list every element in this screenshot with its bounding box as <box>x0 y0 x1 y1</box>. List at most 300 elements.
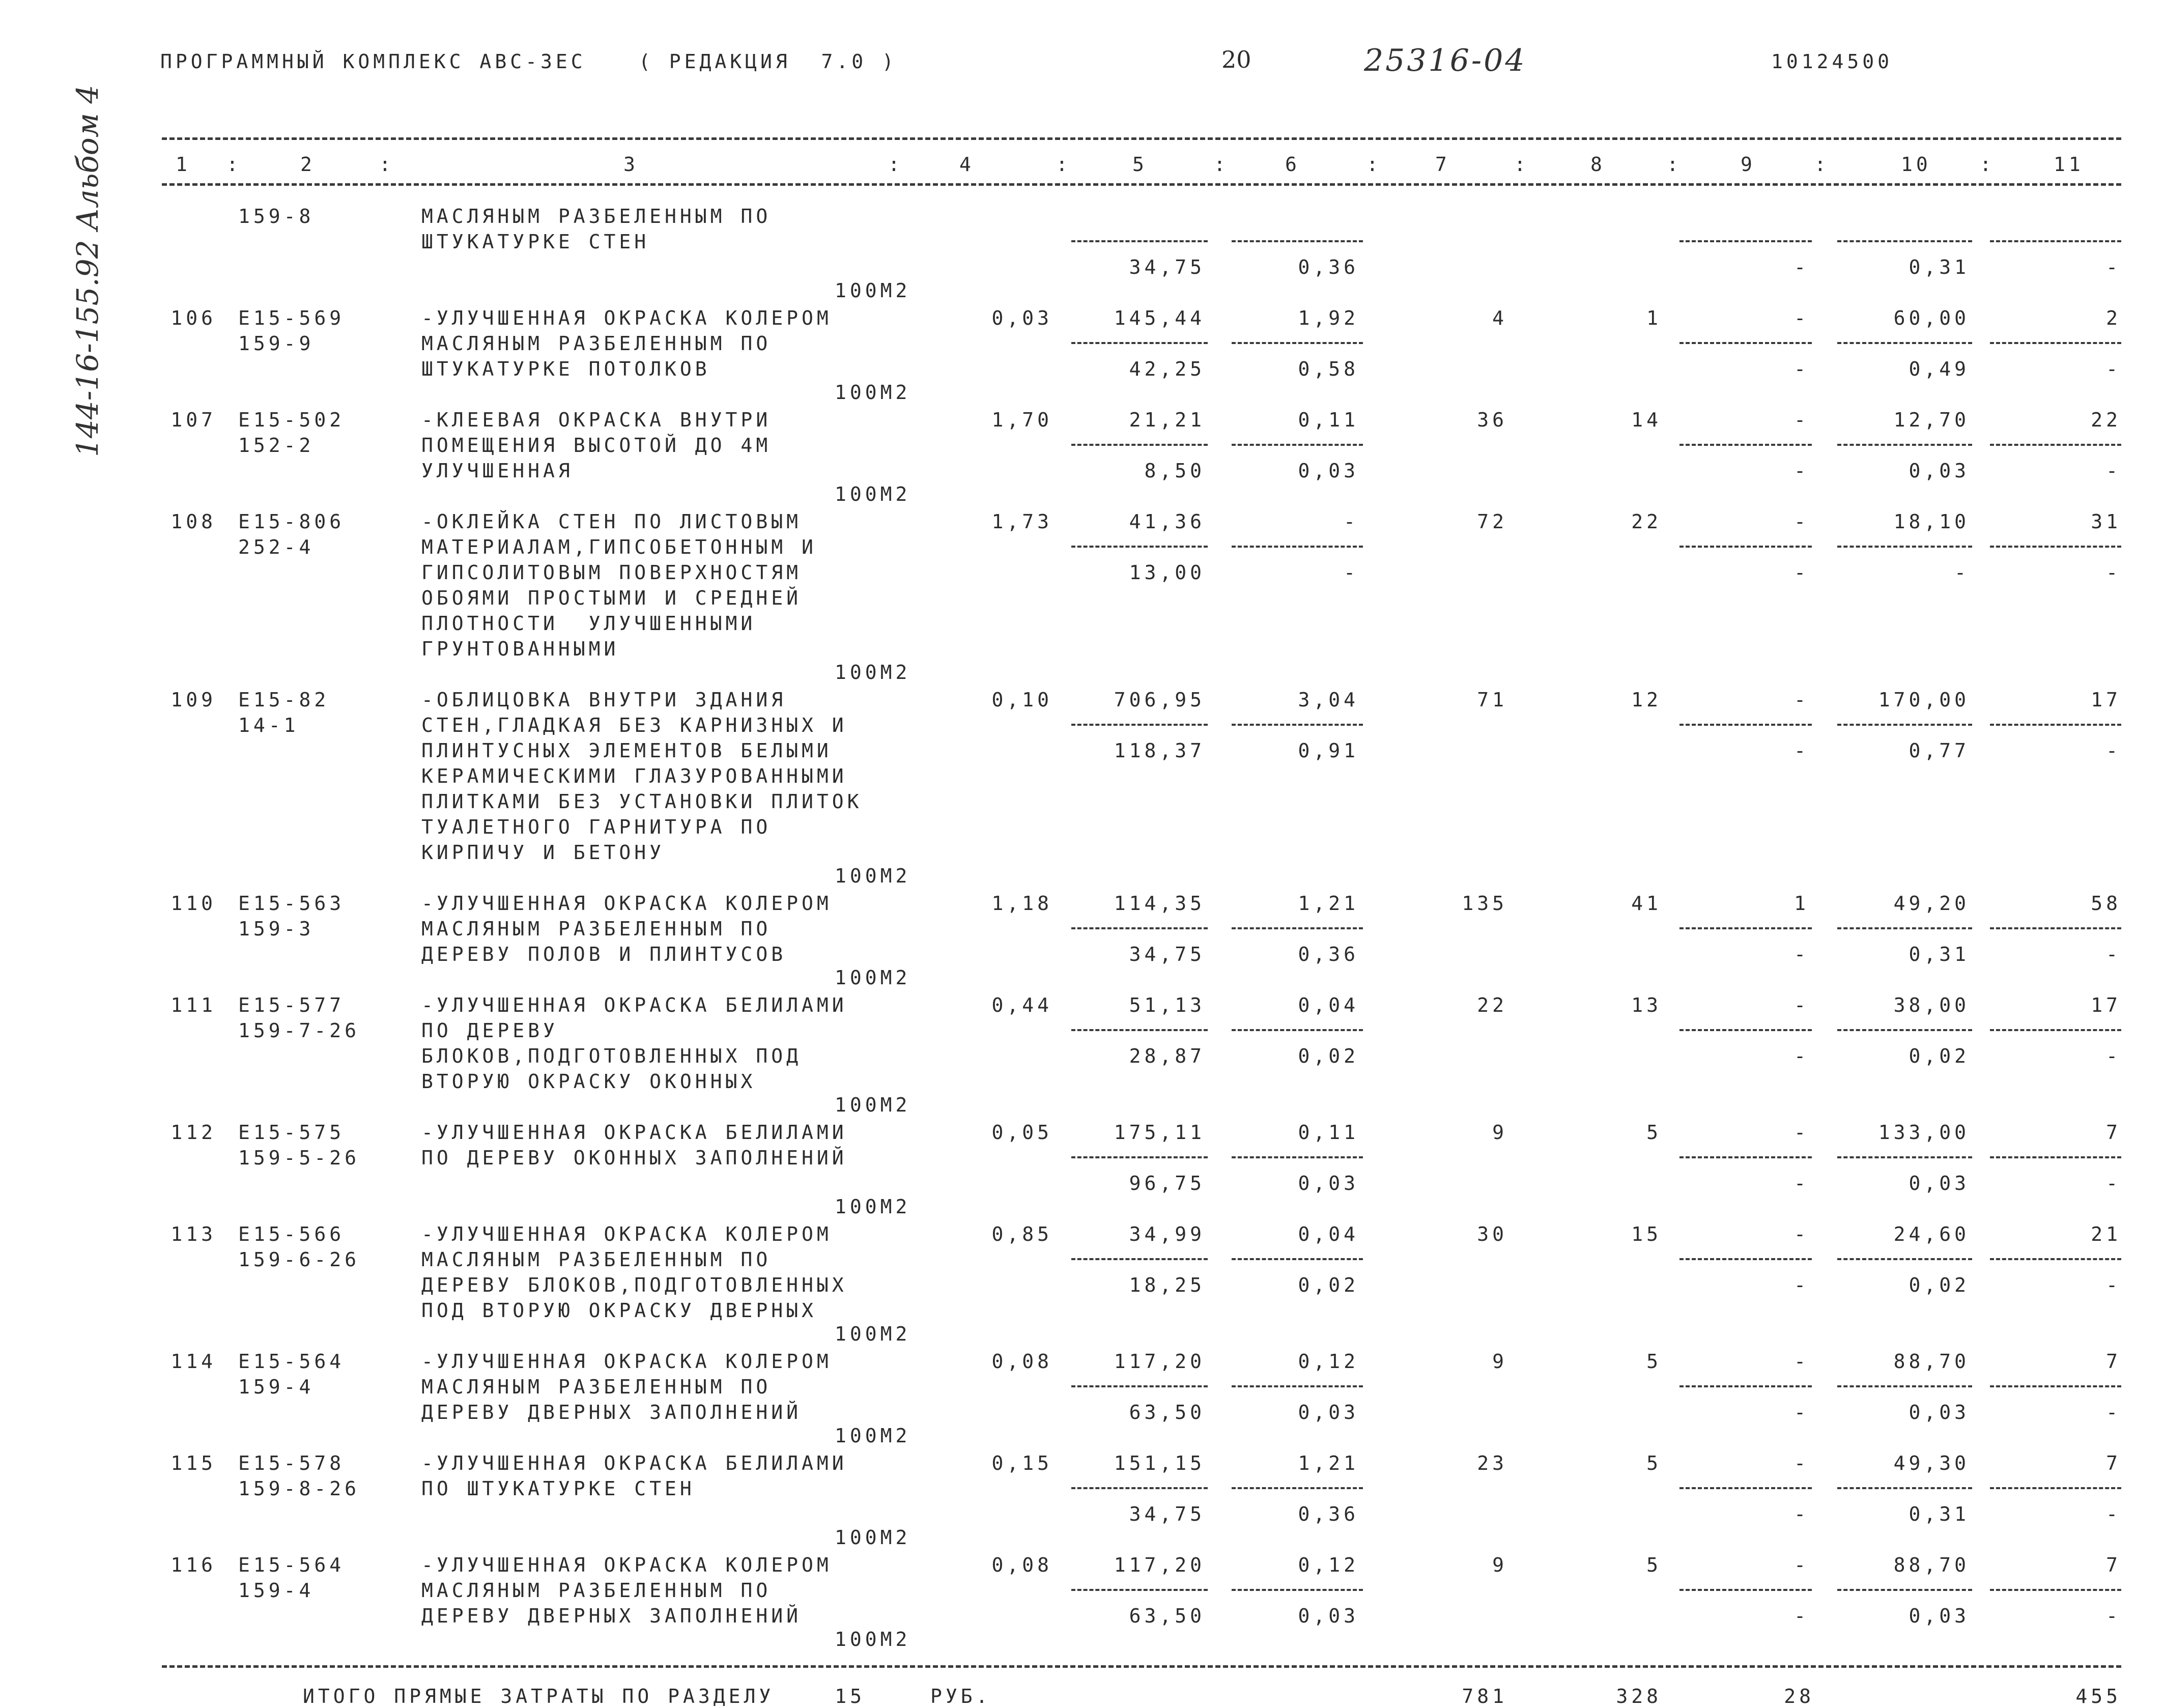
row-number: 108 <box>170 510 216 533</box>
work-description: СТЕН,ГЛАДКАЯ БЕЗ КАРНИЗНЫХ И <box>421 714 847 736</box>
program-title: ПРОГРАММНЫЙ КОМПЛЕКС АВС-ЗЕС <box>160 50 586 73</box>
unit-of-measure: 100М2 <box>835 279 911 302</box>
value-c8: 41 <box>1631 892 1662 915</box>
value-c11-sub: - <box>2106 1401 2121 1424</box>
value-c8: 12 <box>1631 689 1662 711</box>
column-separator: : <box>379 153 394 176</box>
value-c7: 72 <box>1477 510 1507 533</box>
column-separator: : <box>226 153 242 176</box>
work-description: МАСЛЯНЫМ РАЗБЕЛЕННЫМ ПО <box>421 205 772 227</box>
value-c9: - <box>1794 1554 1809 1576</box>
column-separator: : <box>1366 153 1382 176</box>
value-c9: - <box>1794 510 1809 533</box>
value-divider <box>1232 1029 1363 1031</box>
column-separator: : <box>1514 153 1529 176</box>
value-c11-sub: - <box>2106 561 2121 584</box>
column-number-7: 7 <box>1435 153 1450 176</box>
norm-code: 159-4 <box>238 1376 315 1398</box>
work-description: -УЛУЧШЕННАЯ ОКРАСКА БЕЛИЛАМИ <box>421 1121 847 1144</box>
value-c9: - <box>1794 409 1809 431</box>
value-divider <box>1232 342 1363 344</box>
work-description: ВТОРУЮ ОКРАСКУ ОКОННЫХ <box>421 1070 756 1093</box>
value-divider <box>1071 927 1208 929</box>
work-description: МАСЛЯНЫМ РАЗБЕЛЕННЫМ ПО <box>421 1579 772 1602</box>
value-c11: 17 <box>2091 994 2121 1016</box>
value-c6-sub: 0,02 <box>1298 1045 1359 1067</box>
work-description: ГРУНТОВАННЫМИ <box>421 638 619 660</box>
value-c6-sub: 0,36 <box>1298 1503 1359 1525</box>
value-divider <box>1071 546 1208 548</box>
unit-of-measure: 100М2 <box>835 1425 911 1447</box>
column-number-5: 5 <box>1132 153 1148 176</box>
value-divider <box>1837 444 1972 446</box>
value-c6: 0,11 <box>1298 409 1359 431</box>
work-description: -ОКЛЕЙКА СТЕН ПО ЛИСТОВЫМ <box>421 510 802 533</box>
work-description: МАТЕРИАЛАМ,ГИПСОБЕТОННЫМ И <box>421 536 817 558</box>
work-description: МАСЛЯНЫМ РАЗБЕЛЕННЫМ ПО <box>421 1376 772 1398</box>
value-c5: 706,95 <box>1114 689 1205 711</box>
value-c9-sub: - <box>1794 358 1809 380</box>
value-c9: - <box>1794 1121 1809 1144</box>
value-c5-sub: 63,50 <box>1129 1605 1205 1627</box>
unit-of-measure: 100М2 <box>835 661 911 684</box>
value-c6-sub: 0,36 <box>1298 256 1359 278</box>
value-divider <box>1232 927 1363 929</box>
value-c9: - <box>1794 994 1809 1016</box>
total-c8: 328 <box>1616 1685 1662 1707</box>
value-c10-sub: - <box>1954 561 1970 584</box>
value-c11-sub: - <box>2106 943 2121 965</box>
value-c8: 13 <box>1631 994 1662 1016</box>
value-divider <box>1990 724 2121 726</box>
work-description: ГИПСОЛИТОВЫМ ПОВЕРХНОСТЯМ <box>421 561 802 584</box>
quantity: 0,15 <box>991 1452 1052 1474</box>
document-number: 10124500 <box>1771 50 1893 73</box>
value-c8: 5 <box>1646 1554 1662 1576</box>
work-description: -УЛУЧШЕННАЯ ОКРАСКА КОЛЕРОМ <box>421 1350 832 1373</box>
norm-code: 159-4 <box>238 1579 315 1602</box>
work-description: -ОБЛИЦОВКА ВНУТРИ ЗДАНИЯ <box>421 689 787 711</box>
unit-of-measure: 100М2 <box>835 1323 911 1345</box>
work-description: -УЛУЧШЕННАЯ ОКРАСКА КОЛЕРОМ <box>421 1223 832 1245</box>
value-c5: 114,35 <box>1114 892 1205 915</box>
value-c11: 22 <box>2091 409 2121 431</box>
value-divider <box>1679 1156 1812 1158</box>
value-divider <box>1990 546 2121 548</box>
value-c6: 3,04 <box>1298 689 1359 711</box>
value-c6: 0,04 <box>1298 1223 1359 1245</box>
work-description: ДЕРЕВУ ПОЛОВ И ПЛИНТУСОВ <box>421 943 787 965</box>
value-c11: 2 <box>2106 307 2121 329</box>
value-divider <box>1679 342 1812 344</box>
quantity: 1,70 <box>991 409 1052 431</box>
value-divider <box>1232 444 1363 446</box>
total-c9: 28 <box>1784 1685 1814 1707</box>
value-c9-sub: - <box>1794 1605 1809 1627</box>
value-c5-sub: 28,87 <box>1129 1045 1205 1067</box>
quantity: 1,18 <box>991 892 1052 915</box>
work-description: ДЕРЕВУ ДВЕРНЫХ ЗАПОЛНЕНИЙ <box>421 1401 802 1424</box>
quantity: 0,10 <box>991 689 1052 711</box>
norm-code: Е15-569 <box>238 307 345 329</box>
value-c5: 51,13 <box>1129 994 1205 1016</box>
value-c10: 170,00 <box>1878 689 1970 711</box>
work-description: ПОД ВТОРУЮ ОКРАСКУ ДВЕРНЫХ <box>421 1299 817 1322</box>
value-c10-sub: 0,31 <box>1909 943 1970 965</box>
value-c10: 12,70 <box>1893 409 1970 431</box>
unit-of-measure: 100М2 <box>835 865 911 887</box>
row-number: 113 <box>170 1223 216 1245</box>
work-description: ШТУКАТУРКЕ СТЕН <box>421 231 650 253</box>
quantity: 0,85 <box>991 1223 1052 1245</box>
value-c11-sub: - <box>2106 1172 2121 1194</box>
row-number: 107 <box>170 409 216 431</box>
value-c9-sub: - <box>1794 739 1809 762</box>
unit-of-measure: 100М2 <box>835 1195 911 1218</box>
row-number: 116 <box>170 1554 216 1576</box>
value-c5-sub: 13,00 <box>1129 561 1205 584</box>
work-description: ПЛИТКАМИ БЕЗ УСТАНОВКИ ПЛИТОК <box>421 790 863 813</box>
value-c10-sub: 0,31 <box>1909 256 1970 278</box>
work-description: -КЛЕЕВАЯ ОКРАСКА ВНУТРИ <box>421 409 772 431</box>
unit-of-measure: 100М2 <box>835 1628 911 1650</box>
value-c7: 4 <box>1492 307 1507 329</box>
value-c6: 1,21 <box>1298 892 1359 915</box>
value-c6-sub: 0,58 <box>1298 358 1359 380</box>
value-divider <box>1232 1589 1363 1591</box>
value-c8: 5 <box>1646 1452 1662 1474</box>
work-description: ПО ДЕРЕВУ <box>421 1019 558 1042</box>
value-c9-sub: - <box>1794 1274 1809 1296</box>
value-c10: 24,60 <box>1893 1223 1970 1245</box>
work-description: УЛУЧШЕННАЯ <box>421 460 574 482</box>
value-c10: 38,00 <box>1893 994 1970 1016</box>
total-label: ИТОГО ПРЯМЫЕ ЗАТРАТЫ ПО РАЗДЕЛУ <box>303 1685 775 1707</box>
value-c10: 49,30 <box>1893 1452 1970 1474</box>
value-divider <box>1071 1589 1208 1591</box>
value-divider <box>1837 1258 1972 1260</box>
value-c8: 5 <box>1646 1350 1662 1373</box>
value-divider <box>1232 240 1363 242</box>
column-separator: : <box>1214 153 1229 176</box>
value-c5: 117,20 <box>1114 1350 1205 1373</box>
work-description: КЕРАМИЧЕСКИМИ ГЛАЗУРОВАННЫМИ <box>421 765 847 787</box>
work-description: МАСЛЯНЫМ РАЗБЕЛЕННЫМ ПО <box>421 918 772 940</box>
value-c11-sub: - <box>2106 358 2121 380</box>
work-description: -УЛУЧШЕННАЯ ОКРАСКА КОЛЕРОМ <box>421 892 832 915</box>
value-c5-sub: 34,75 <box>1129 1503 1205 1525</box>
value-c6: 0,12 <box>1298 1554 1359 1576</box>
norm-code: 252-4 <box>238 536 315 558</box>
row-number: 112 <box>170 1121 216 1144</box>
value-c10: 133,00 <box>1878 1121 1970 1144</box>
value-divider <box>1837 1156 1972 1158</box>
total-currency: РУБ. <box>930 1685 991 1707</box>
value-divider <box>1232 1258 1363 1260</box>
value-c5-sub: 8,50 <box>1144 460 1205 482</box>
value-c11-sub: - <box>2106 1274 2121 1296</box>
value-c5-sub: 34,75 <box>1129 943 1205 965</box>
value-divider <box>1071 1385 1208 1387</box>
value-c11-sub: - <box>2106 1503 2121 1525</box>
work-description: ДЕРЕВУ БЛОКОВ,ПОДГОТОВЛЕННЫХ <box>421 1274 847 1296</box>
value-divider <box>1071 724 1208 726</box>
value-c6-sub: 0,03 <box>1298 1605 1359 1627</box>
norm-code: 159-9 <box>238 332 315 355</box>
work-description: -УЛУЧШЕННАЯ ОКРАСКА КОЛЕРОМ <box>421 1554 832 1576</box>
value-c8: 14 <box>1631 409 1662 431</box>
value-c5-sub: 63,50 <box>1129 1401 1205 1424</box>
value-c10: 88,70 <box>1893 1554 1970 1576</box>
work-description: КИРПИЧУ И БЕТОНУ <box>421 841 665 864</box>
value-c6: 0,12 <box>1298 1350 1359 1373</box>
work-description: ТУАЛЕТНОГО ГАРНИТУРА ПО <box>421 816 772 838</box>
value-c9-sub: - <box>1794 460 1809 482</box>
value-divider <box>1071 342 1208 344</box>
quantity: 0,08 <box>991 1350 1052 1373</box>
value-c6: 1,92 <box>1298 307 1359 329</box>
value-c6-sub: 0,03 <box>1298 1401 1359 1424</box>
row-number: 109 <box>170 689 216 711</box>
value-divider <box>1837 1589 1972 1591</box>
value-c5: 145,44 <box>1114 307 1205 329</box>
value-divider <box>1679 927 1812 929</box>
norm-code: Е15-82 <box>238 689 330 711</box>
value-c11-sub: - <box>2106 460 2121 482</box>
norm-code: Е15-563 <box>238 892 345 915</box>
value-c5-sub: 118,37 <box>1114 739 1205 762</box>
work-description: -УЛУЧШЕННАЯ ОКРАСКА БЕЛИЛАМИ <box>421 994 847 1016</box>
value-c10: 49,20 <box>1893 892 1970 915</box>
value-c6-sub: - <box>1344 561 1359 584</box>
value-divider <box>1679 546 1812 548</box>
value-divider <box>1990 1487 2121 1489</box>
value-c8: 5 <box>1646 1121 1662 1144</box>
quantity: 1,73 <box>991 510 1052 533</box>
value-c10-sub: 0,77 <box>1909 739 1970 762</box>
norm-code: Е15-575 <box>238 1121 345 1144</box>
work-description: ШТУКАТУРКЕ ПОТОЛКОВ <box>421 358 710 380</box>
value-c7: 71 <box>1477 689 1507 711</box>
value-divider <box>1232 724 1363 726</box>
row-number: 106 <box>170 307 216 329</box>
norm-code: 152-2 <box>238 434 315 457</box>
value-c5-sub: 96,75 <box>1129 1172 1205 1194</box>
value-divider <box>1679 444 1812 446</box>
quantity: 0,44 <box>991 994 1052 1016</box>
value-divider <box>1990 1156 2121 1158</box>
value-c8: 15 <box>1631 1223 1662 1245</box>
total-rule <box>162 1665 2121 1668</box>
norm-code: Е15-577 <box>238 994 345 1016</box>
unit-of-measure: 100М2 <box>835 1094 911 1116</box>
quantity: 0,08 <box>991 1554 1052 1576</box>
value-c9: - <box>1794 689 1809 711</box>
work-description: -УЛУЧШЕННАЯ ОКРАСКА КОЛЕРОМ <box>421 307 832 329</box>
norm-code: Е15-564 <box>238 1554 345 1576</box>
value-divider <box>1990 927 2121 929</box>
value-c6-sub: 0,03 <box>1298 1172 1359 1194</box>
header-rule-bottom <box>162 183 2121 186</box>
norm-code: 159-5-26 <box>238 1147 360 1169</box>
value-divider <box>1071 240 1208 242</box>
value-c9: - <box>1794 307 1809 329</box>
value-divider <box>1679 1385 1812 1387</box>
norm-code: Е15-578 <box>238 1452 345 1474</box>
value-c10-sub: 0,03 <box>1909 1401 1970 1424</box>
value-divider <box>1990 240 2121 242</box>
value-c10: 88,70 <box>1893 1350 1970 1373</box>
value-divider <box>1990 1258 2121 1260</box>
value-divider <box>1990 444 2121 446</box>
column-number-2: 2 <box>300 153 316 176</box>
value-divider <box>1837 1029 1972 1031</box>
value-divider <box>1679 1487 1812 1489</box>
unit-of-measure: 100М2 <box>835 483 911 505</box>
work-description: МАСЛЯНЫМ РАЗБЕЛЕННЫМ ПО <box>421 1248 772 1271</box>
value-c10-sub: 0,03 <box>1909 460 1970 482</box>
value-c5: 41,36 <box>1129 510 1205 533</box>
work-description: ПЛОТНОСТИ УЛУЧШЕННЫМИ <box>421 612 756 635</box>
value-divider <box>1990 1589 2121 1591</box>
value-c10-sub: 0,49 <box>1909 358 1970 380</box>
value-c11: 7 <box>2106 1452 2121 1474</box>
value-divider <box>1837 724 1972 726</box>
value-c8: 1 <box>1646 307 1662 329</box>
value-c7: 9 <box>1492 1350 1507 1373</box>
value-c5: 117,20 <box>1114 1554 1205 1576</box>
value-c10-sub: 0,02 <box>1909 1274 1970 1296</box>
value-c7: 9 <box>1492 1121 1507 1144</box>
unit-of-measure: 100М2 <box>835 966 911 989</box>
value-c9-sub: - <box>1794 256 1809 278</box>
value-c10-sub: 0,31 <box>1909 1503 1970 1525</box>
norm-code: 14-1 <box>238 714 299 736</box>
value-c6-sub: 0,36 <box>1298 943 1359 965</box>
value-divider <box>1837 546 1972 548</box>
column-separator: : <box>1667 153 1682 176</box>
value-c5-sub: 42,25 <box>1129 358 1205 380</box>
value-divider <box>1990 1029 2121 1031</box>
value-divider <box>1679 1029 1812 1031</box>
quantity: 0,03 <box>991 307 1052 329</box>
value-c6: 1,21 <box>1298 1452 1359 1474</box>
row-number: 115 <box>170 1452 216 1474</box>
value-c7: 36 <box>1477 409 1507 431</box>
value-c5: 175,11 <box>1114 1121 1205 1144</box>
norm-code: 159-6-26 <box>238 1248 360 1271</box>
value-c6-sub: 0,03 <box>1298 460 1359 482</box>
column-number-8: 8 <box>1590 153 1606 176</box>
value-c5: 21,21 <box>1129 409 1205 431</box>
work-description: ПЛИНТУСНЫХ ЭЛЕМЕНТОВ БЕЛЫМИ <box>421 739 832 762</box>
value-divider <box>1837 342 1972 344</box>
work-description: ПО ДЕРЕВУ ОКОННЫХ ЗАПОЛНЕНИЙ <box>421 1147 847 1169</box>
value-c10-sub: 0,02 <box>1909 1045 1970 1067</box>
value-c10-sub: 0,03 <box>1909 1172 1970 1194</box>
total-section: 15 <box>835 1685 865 1707</box>
norm-code: 159-8-26 <box>238 1477 360 1500</box>
value-c11: 7 <box>2106 1121 2121 1144</box>
column-separator: : <box>1056 153 1071 176</box>
norm-code: 159-7-26 <box>238 1019 360 1042</box>
value-divider <box>1071 1029 1208 1031</box>
value-divider <box>1679 240 1812 242</box>
header-rule-top <box>162 137 2121 140</box>
value-c11: 21 <box>2091 1223 2121 1245</box>
value-c9-sub: - <box>1794 1503 1809 1525</box>
row-number: 114 <box>170 1350 216 1373</box>
work-description: ПОМЕЩЕНИЯ ВЫСОТОЙ ДО 4М <box>421 434 772 457</box>
column-number-6: 6 <box>1285 153 1300 176</box>
value-c5-sub: 18,25 <box>1129 1274 1205 1296</box>
value-c11-sub: - <box>2106 739 2121 762</box>
norm-code: Е15-806 <box>238 510 345 533</box>
total-c11: 455 <box>2075 1685 2121 1707</box>
value-c5: 151,15 <box>1114 1452 1205 1474</box>
value-c10: 18,10 <box>1893 510 1970 533</box>
work-description: ОБОЯМИ ПРОСТЫМИ И СРЕДНЕЙ <box>421 587 802 609</box>
column-separator: : <box>888 153 903 176</box>
norm-code: Е15-564 <box>238 1350 345 1373</box>
norm-code: Е15-566 <box>238 1223 345 1245</box>
value-c6: - <box>1344 510 1359 533</box>
value-divider <box>1232 1487 1363 1489</box>
column-number-1: 1 <box>176 153 191 176</box>
column-number-10: 10 <box>1901 153 1931 176</box>
value-divider <box>1071 444 1208 446</box>
value-c7: 135 <box>1462 892 1507 915</box>
value-c9: 1 <box>1794 892 1809 915</box>
value-c11-sub: - <box>2106 1045 2121 1067</box>
value-divider <box>1837 927 1972 929</box>
work-description: МАСЛЯНЫМ РАЗБЕЛЕННЫМ ПО <box>421 332 772 355</box>
handwritten-code: 25316-04 <box>1364 43 1527 78</box>
value-divider <box>1232 1156 1363 1158</box>
value-divider <box>1837 1487 1972 1489</box>
value-c5-sub: 34,75 <box>1129 256 1205 278</box>
work-description: ДЕРЕВУ ДВЕРНЫХ ЗАПОЛНЕНИЙ <box>421 1605 802 1627</box>
value-divider <box>1071 1487 1208 1489</box>
column-number-3: 3 <box>623 153 639 176</box>
value-c7: 22 <box>1477 994 1507 1016</box>
quantity: 0,05 <box>991 1121 1052 1144</box>
value-c9-sub: - <box>1794 1401 1809 1424</box>
unit-of-measure: 100М2 <box>835 1526 911 1549</box>
value-divider <box>1232 1385 1363 1387</box>
value-divider <box>1990 1385 2121 1387</box>
value-divider <box>1990 342 2121 344</box>
value-c9-sub: - <box>1794 1172 1809 1194</box>
value-c10: 60,00 <box>1893 307 1970 329</box>
row-number: 110 <box>170 892 216 915</box>
value-divider <box>1679 1589 1812 1591</box>
value-c9: - <box>1794 1452 1809 1474</box>
value-c9: - <box>1794 1350 1809 1373</box>
value-divider <box>1679 724 1812 726</box>
norm-code: 159-8 <box>238 205 315 227</box>
column-number-9: 9 <box>1741 153 1756 176</box>
work-description: БЛОКОВ,ПОДГОТОВЛЕННЫХ ПОД <box>421 1045 802 1067</box>
column-separator: : <box>1980 153 1995 176</box>
value-c10-sub: 0,03 <box>1909 1605 1970 1627</box>
norm-code: 159-3 <box>238 918 315 940</box>
value-c11: 58 <box>2091 892 2121 915</box>
value-c11-sub: - <box>2106 1605 2121 1627</box>
column-number-11: 11 <box>2054 153 2084 176</box>
value-c7: 9 <box>1492 1554 1507 1576</box>
value-c11: 31 <box>2091 510 2121 533</box>
